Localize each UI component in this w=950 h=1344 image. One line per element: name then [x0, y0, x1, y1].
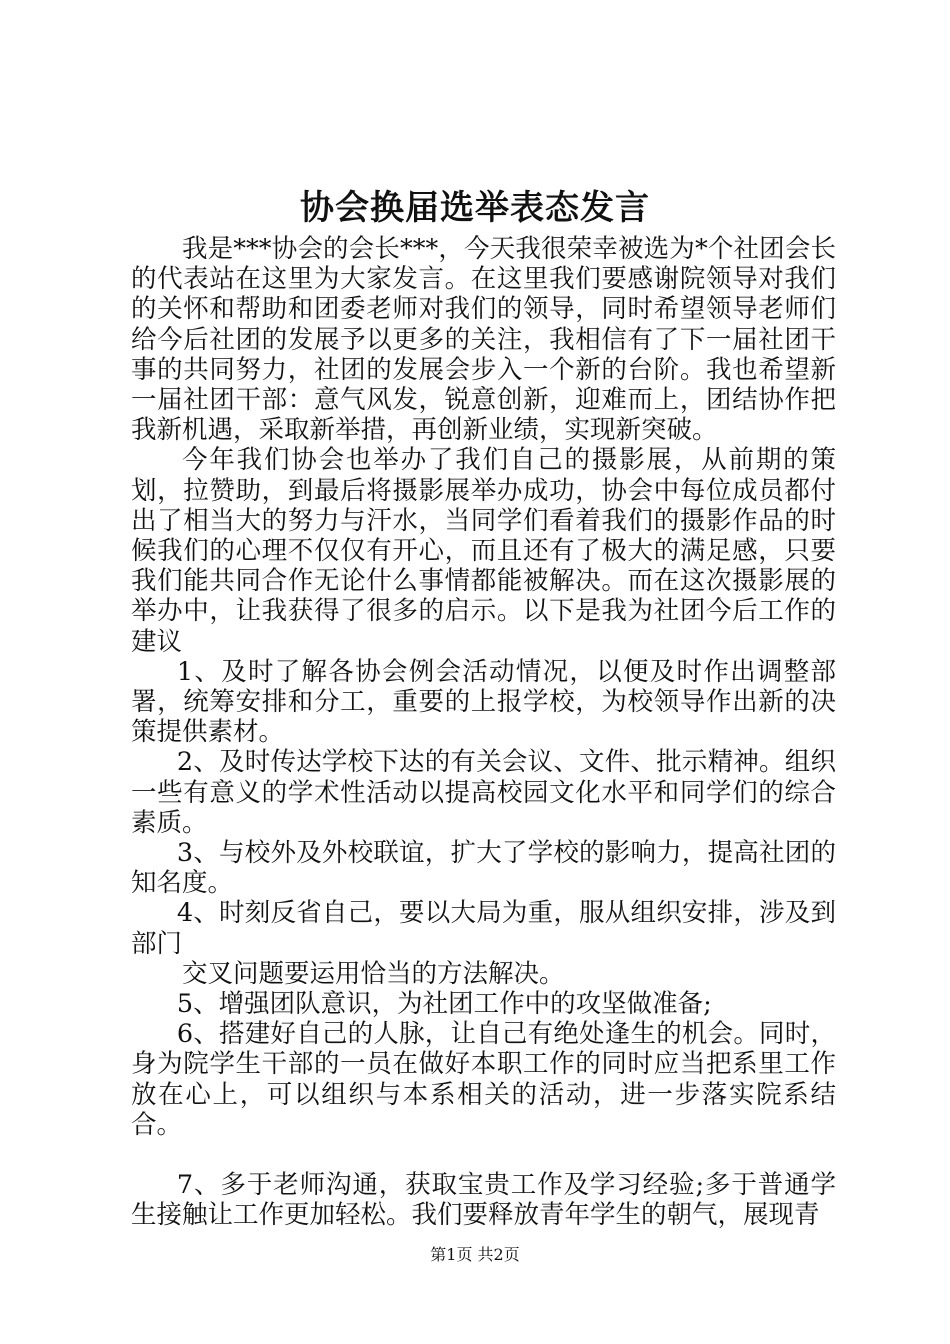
suggestion-item-3: 3、与校外及外校联谊，扩大了学校的影响力，提高社团的知名度。 [131, 838, 836, 899]
suggestion-item-6: 6、搭建好自己的人脉，让自己有绝处逢生的机会。同时，身为院学生干部的一员在做好本职工作的同时应当把系里工作放在心上，可以组织与本系相关的活动，进一步落实院系结合。 [131, 1019, 836, 1140]
paragraph-spacer [131, 1140, 836, 1170]
page-footer: 第1页 共2页 [430, 1245, 520, 1264]
suggestion-item-5: 5、增强团队意识，为社团工作中的攻坚做准备; [176, 989, 712, 1020]
suggestion-item-7: 7、多于老师沟通，获取宝贵工作及学习经验;多于普通学生接触让工作更加轻松。我们要释放青年学生的朝气，展现青 [131, 1170, 836, 1231]
document-body [131, 234, 836, 1231]
suggestion-item-4-continued: 交叉问题要运用恰当的方法解决。 [182, 958, 565, 989]
suggestion-item-2: 2、及时传达学校下达的有关会议、文件、批示精神。组织一些有意义的学术性活动以提高校园文化水平和同学们的综合素质。 [131, 747, 836, 838]
paragraph-intro: 我是***协会的会长***，今天我很荣幸被选为*个社团会长的代表站在这里为大家发言。在这里我们要感谢院领导对我们的关怀和帮助和团委老师对我们的领导，同时希望领导老师们给今后社团的发展予以更多的关注，我相信有了下一届社团干事的共同努力，社团的发展会步入一个新的台阶。我也希望新一届社团干部：意气风发，锐意创新，迎难而上，团结协作把我新机遇，采取新举措，再创新业绩，实现新突破。 [131, 234, 836, 446]
suggestion-item-4: 4、时刻反省自己，要以大局为重，服从组织安排，涉及到部门 [131, 898, 836, 959]
suggestion-item-1: 1、及时了解各协会例会活动情况，以便及时作出调整部署，统筹安排和分工，重要的上报学校，为校领导作出新的决策提供素材。 [131, 656, 836, 748]
paragraph-photo-exhibition: 今年我们协会也举办了我们自己的摄影展，从前期的策划，拉赞助，到最后将摄影展举办成功，协会中每位成员都付出了相当大的努力与汗水，当同学们看着我们的摄影作品的时候我们的心理不仅仅有开心，而且还有了极大的满足感，只要我们能共同合作无论什么事情都能被解决。而在这次摄影展的举办中，让我获得了很多的启示。以下是我为社团今后工作的建议 [131, 445, 836, 657]
document-title: 协会换届选举表态发言 [300, 188, 650, 228]
